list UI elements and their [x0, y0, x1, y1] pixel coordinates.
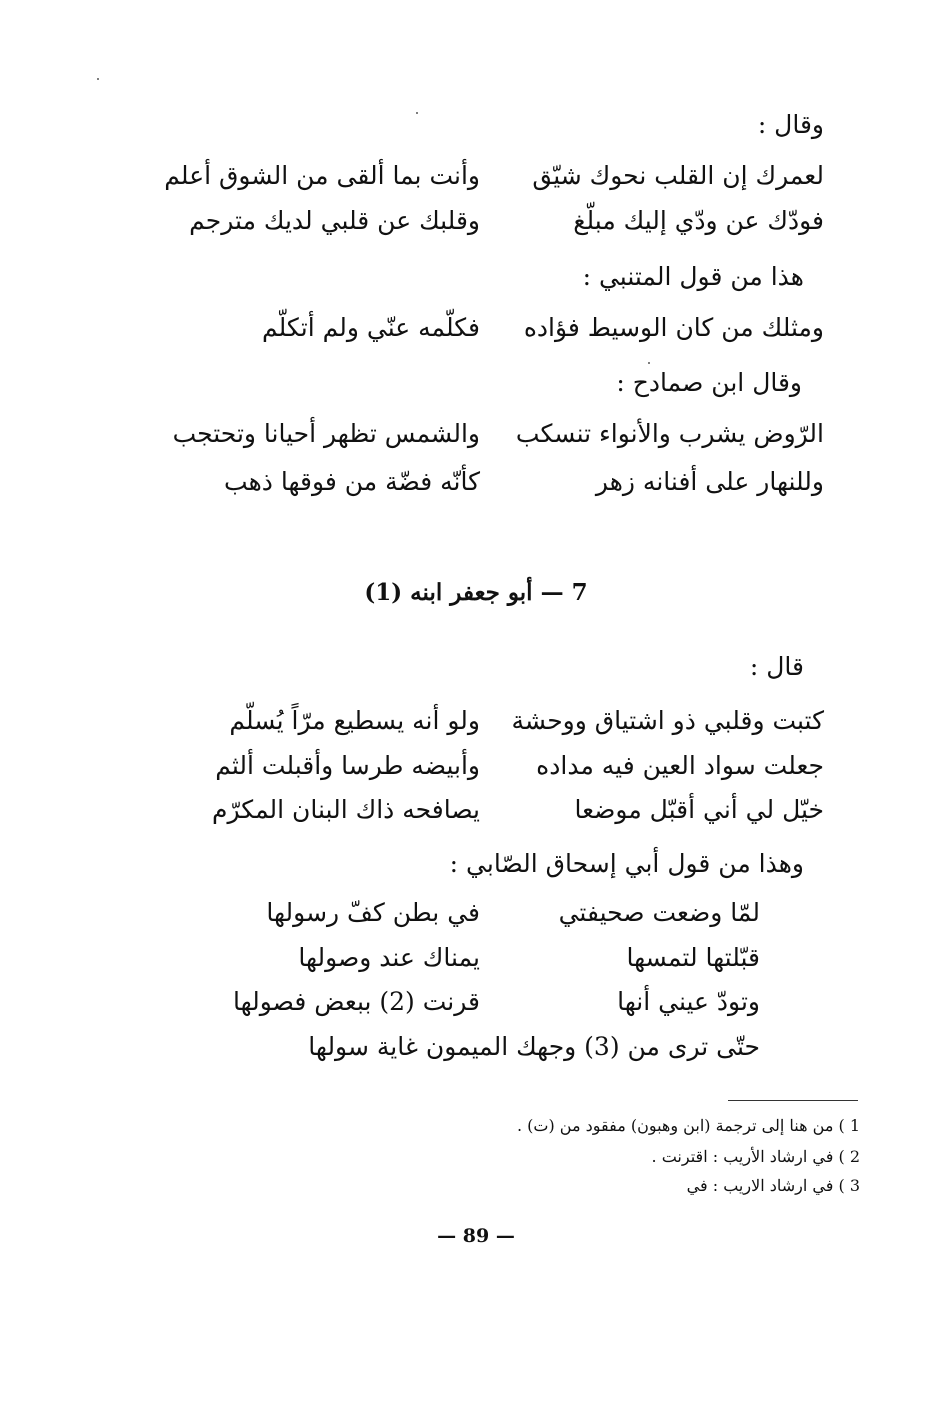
scan-speck: [416, 112, 418, 114]
verse-left: وقلبك عن قلبي لديك مترجم: [189, 206, 480, 235]
footnote-rule: [728, 1100, 858, 1101]
attribution-note: هذا من قول المتنبي :: [582, 262, 804, 291]
intro-qala-2: قال :: [749, 652, 804, 681]
section-heading: 7 — أبو جعفر ابنه (1): [364, 579, 588, 606]
verse-right: كتبت وقلبي ذو اشتياق ووحشة: [511, 706, 824, 735]
verse-right: وللنهار على أفنانه زهر: [595, 467, 824, 496]
verse-left: فكلّمه عنّي ولم أتكلّم: [262, 313, 480, 342]
verse-left: وأنت بما ألقى من الشوق أعلم: [164, 161, 480, 190]
verse-left: وأبيضه طرسا وأقبلت ألثم: [215, 751, 480, 780]
verse-left: يمناك عند وصولها: [298, 943, 480, 972]
verse-right: الرّوض يشرب والأنواء تنسكب: [515, 419, 824, 448]
page-number: — 89 —: [437, 1225, 515, 1247]
intro-qala-1: وقال :: [757, 110, 824, 139]
footnote: 3 ) في ارشاد الاريب : في: [686, 1176, 860, 1195]
verse-left: ولو أنه يسطيع مرّاً يُسلّم: [229, 706, 480, 735]
footnote: 1 ) من هنا إلى ترجمة (ابن وهبون) مفقود من (ت) .: [516, 1116, 860, 1135]
verse-left: قرنت (2) ببعض فصولها: [233, 987, 480, 1016]
verse-right: جعلت سواد العين فيه مداده: [536, 751, 824, 780]
scan-speck: [97, 78, 99, 80]
verse-right: فودّك عن ودّي إليك مبلّغ: [573, 206, 824, 235]
verse-full: حتّى ترى من (3) وجهك الميمون غاية سولها: [308, 1032, 760, 1061]
attribution-note: وهذا من قول أبي إسحاق الصّابي :: [449, 849, 804, 878]
verse-right: لعمرك إن القلب نحوك شيّق: [532, 161, 824, 190]
attribution-note: وقال ابن صمادح :: [616, 368, 802, 397]
verse-right: وتودّ عيني أنها: [617, 987, 760, 1016]
verse-right: ومثلك من كان الوسيط فؤاده: [523, 313, 824, 342]
scan-speck: [648, 362, 650, 364]
verse-left: يصافحه ذاك البنان المكرّم: [212, 795, 480, 824]
verse-right: خيّل لي أني أقبّل موضعا: [574, 795, 824, 824]
verse-left: كأنّه فضّة من فوقها ذهب: [224, 467, 480, 496]
verse-left: في بطن كفّ رسولها: [266, 898, 480, 927]
verse-right: قبّلتها لتمسها: [626, 943, 760, 972]
footnote: 2 ) في ارشاد الأريب : اقترنت .: [651, 1147, 860, 1166]
verse-left: والشمس تظهر أحيانا وتحتجب: [172, 419, 480, 448]
verse-right: لمّا وضعت صحيفتي: [558, 898, 760, 927]
